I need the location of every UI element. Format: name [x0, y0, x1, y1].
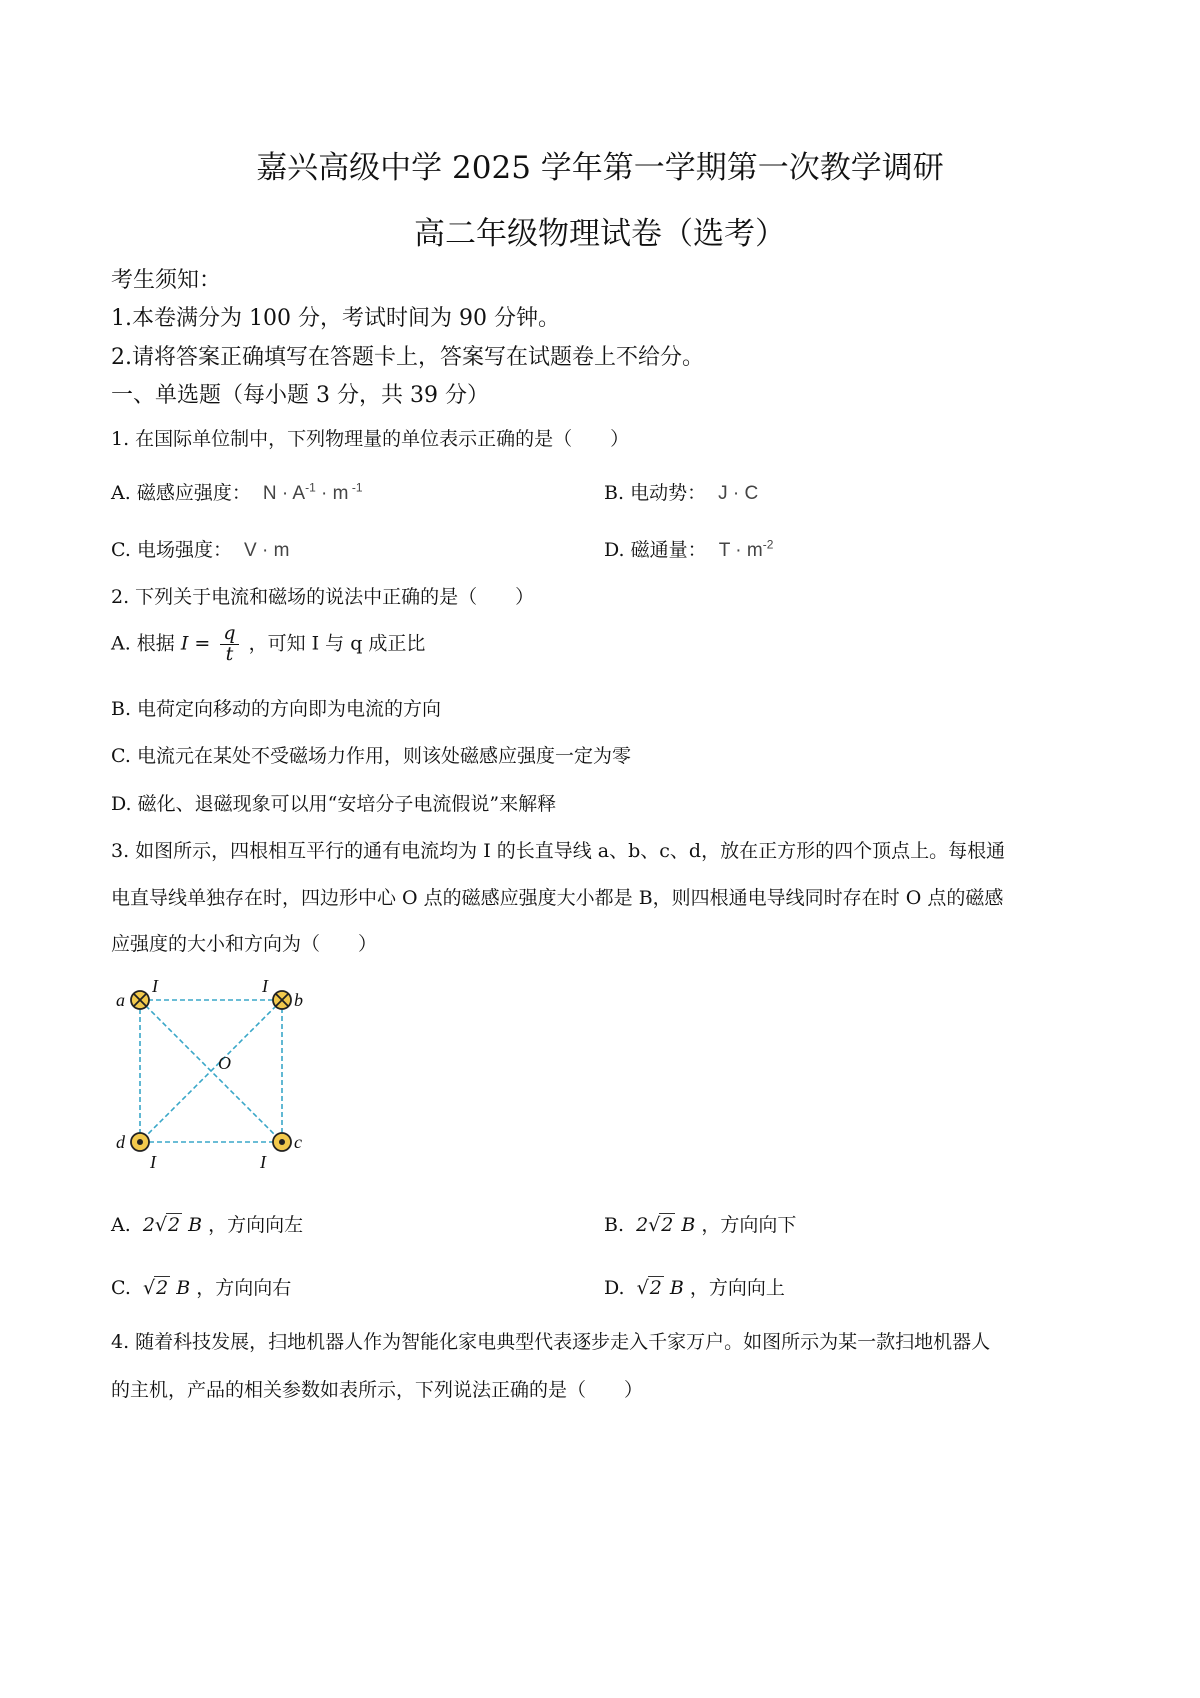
- variable: B: [176, 1277, 191, 1299]
- current-label-a: I: [152, 978, 158, 996]
- variable: B: [188, 1214, 203, 1236]
- option-text: ，可知 I 与 q 成正比: [248, 632, 426, 655]
- dashed-lines: [140, 1000, 282, 1142]
- option-text: 磁通量：: [630, 539, 707, 561]
- direction-text: ，方向向左: [208, 1214, 304, 1236]
- fraction-denominator: t: [225, 642, 234, 665]
- q3-option-c: [111, 1273, 291, 1300]
- notice-item-1: 1.本卷满分为 100 分，考试时间为 90 分钟。: [111, 306, 560, 331]
- q1-stem: 1. 在国际单位制中，下列物理量的单位表示正确的是（ ）: [111, 428, 630, 450]
- wire-c-out-of-page-icon: [273, 1133, 291, 1151]
- square-wire-diagram: [112, 978, 312, 1178]
- q2-option-a: [111, 624, 425, 665]
- unit-expression: $N \cdot A^{-1} \cdot m$ $^{-1}$: [262, 480, 363, 504]
- coefficient: 2: [636, 1214, 649, 1236]
- direction-text: ，方向向右: [196, 1277, 292, 1299]
- sqrt-sign: √: [154, 1214, 168, 1236]
- q1-option-d: [604, 535, 773, 562]
- radicand: 2: [168, 1214, 181, 1236]
- fraction-numerator: q: [220, 624, 238, 645]
- q2-option-b: B. 电荷定向移动的方向即为电流的方向: [111, 698, 442, 720]
- q3-stem-line-1: 3. 如图所示，四根相互平行的通有电流均为 I 的长直导线 a、b、c、d，放在正方形的四个顶点上。每根通: [111, 840, 1006, 862]
- q2-stem: 2. 下列关于电流和磁场的说法中正确的是（ ）: [111, 586, 535, 608]
- coefficient: 2: [142, 1214, 155, 1236]
- formula-lhs: I =: [180, 632, 211, 655]
- option-label: B.: [604, 482, 625, 504]
- wire-d-out-of-page-icon: [131, 1133, 149, 1151]
- unit-expression: $T \cdot m^{-2}$: [718, 537, 774, 561]
- option-label: C.: [111, 1277, 131, 1299]
- notice-item-2: 2.请将答案正确填写在答题卡上，答案写在试题卷上不给分。: [111, 345, 704, 370]
- section-heading: 一、单选题（每小题 3 分，共 39 分）: [111, 383, 489, 408]
- option-label: A.: [111, 1214, 131, 1236]
- q3-option-d: [604, 1273, 785, 1300]
- current-label-b: I: [262, 978, 268, 996]
- radicand: 2: [156, 1277, 169, 1299]
- exam-subtitle: 高二年级物理试卷（选考）: [414, 216, 786, 252]
- q4-stem-line-1: 4. 随着科技发展，扫地机器人作为智能化家电典型代表逐步走入千家万户。如图所示为某一款扫地机器人: [111, 1331, 991, 1353]
- exam-title: 嘉兴高级中学 2025 学年第一学期第一次教学调研: [256, 150, 944, 186]
- option-text: 电动势：: [630, 482, 707, 504]
- q4-stem-line-2: 的主机，产品的相关参数如表所示，下列说法正确的是（ ）: [111, 1379, 644, 1401]
- option-text: A. 根据: [111, 632, 175, 655]
- label-a: a: [116, 990, 125, 1010]
- q1-option-b: [604, 478, 758, 505]
- unit-expression: V · m: [244, 540, 290, 561]
- variable: B: [669, 1277, 684, 1299]
- label-o: O: [218, 1053, 231, 1073]
- sqrt-sign: √: [648, 1214, 661, 1236]
- radicand: 2: [649, 1277, 662, 1299]
- q2-option-c: C. 电流元在某处不受磁场力作用，则该处磁感应强度一定为零: [111, 745, 631, 767]
- q3-option-a: [111, 1210, 303, 1237]
- wire-a-into-page-icon: [131, 991, 149, 1009]
- label-d: d: [116, 1132, 125, 1152]
- wire-b-into-page-icon: [273, 991, 291, 1009]
- label-c: c: [294, 1132, 302, 1152]
- option-text: 磁感应强度：: [136, 482, 251, 504]
- q1-option-c: [111, 535, 289, 562]
- q3-option-b: [604, 1210, 796, 1237]
- q2-option-d: D. 磁化、退磁现象可以用“安培分子电流假说”来解释: [111, 793, 557, 815]
- sqrt-sign: √: [636, 1277, 649, 1299]
- direction-text: ，方向向上: [689, 1277, 785, 1299]
- option-label: C.: [111, 539, 131, 561]
- radicand: 2: [661, 1214, 674, 1236]
- option-label: B.: [604, 1214, 625, 1236]
- q3-stem-line-2: 电直导线单独存在时，四边形中心 O 点的磁感应强度大小都是 B，则四根通电导线同时存在时 O 点的磁感: [111, 887, 1004, 909]
- sqrt-sign: √: [142, 1277, 156, 1299]
- notice-heading: 考生须知：: [111, 268, 222, 293]
- current-label-c: I: [260, 1152, 266, 1172]
- option-label: A.: [111, 482, 131, 504]
- current-label-d: I: [150, 1152, 156, 1172]
- option-label: D.: [604, 539, 625, 561]
- q1-option-a: [111, 478, 363, 505]
- label-b: b: [294, 990, 303, 1010]
- q3-stem-line-3: 应强度的大小和方向为（ ）: [111, 933, 378, 955]
- unit-expression: J · C: [718, 483, 759, 504]
- option-text: 电场强度：: [136, 539, 232, 561]
- variable: B: [681, 1214, 696, 1236]
- fraction: [220, 624, 238, 665]
- option-label: D.: [604, 1277, 625, 1299]
- direction-text: ，方向向下: [701, 1214, 797, 1236]
